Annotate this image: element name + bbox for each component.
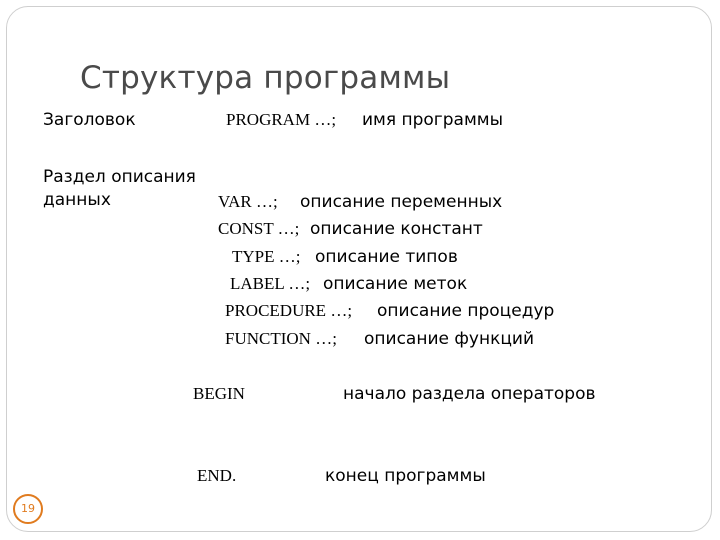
data-section-label-line1: Раздел описания xyxy=(43,167,196,187)
var-description: описание переменных xyxy=(300,192,503,212)
end-description: конец программы xyxy=(325,466,486,486)
type-description: описание типов xyxy=(315,247,458,267)
data-section-label-line2: данных xyxy=(43,190,111,210)
function-description: описание функций xyxy=(364,329,534,349)
const-description: описание констант xyxy=(310,219,483,239)
end-keyword: END. xyxy=(197,466,237,485)
const-keyword: CONST …; xyxy=(218,219,300,238)
page-number: 19 xyxy=(21,502,35,515)
procedure-description: описание процедур xyxy=(377,301,555,321)
page-number-badge xyxy=(13,494,43,524)
label-description: описание меток xyxy=(323,274,468,294)
begin-keyword: BEGIN xyxy=(193,384,245,403)
begin-description: начало раздела операторов xyxy=(343,384,596,404)
procedure-keyword: PROCEDURE …; xyxy=(225,301,353,320)
var-keyword: VAR …; xyxy=(218,192,278,211)
program-description: имя программы xyxy=(362,110,504,130)
slide-title: Структура программы xyxy=(80,60,451,96)
header-label: Заголовок xyxy=(43,110,136,130)
program-keyword: PROGRAM …; xyxy=(226,110,337,129)
type-keyword: TYPE …; xyxy=(232,247,301,266)
label-keyword: LABEL …; xyxy=(230,274,311,293)
function-keyword: FUNCTION …; xyxy=(225,329,337,348)
